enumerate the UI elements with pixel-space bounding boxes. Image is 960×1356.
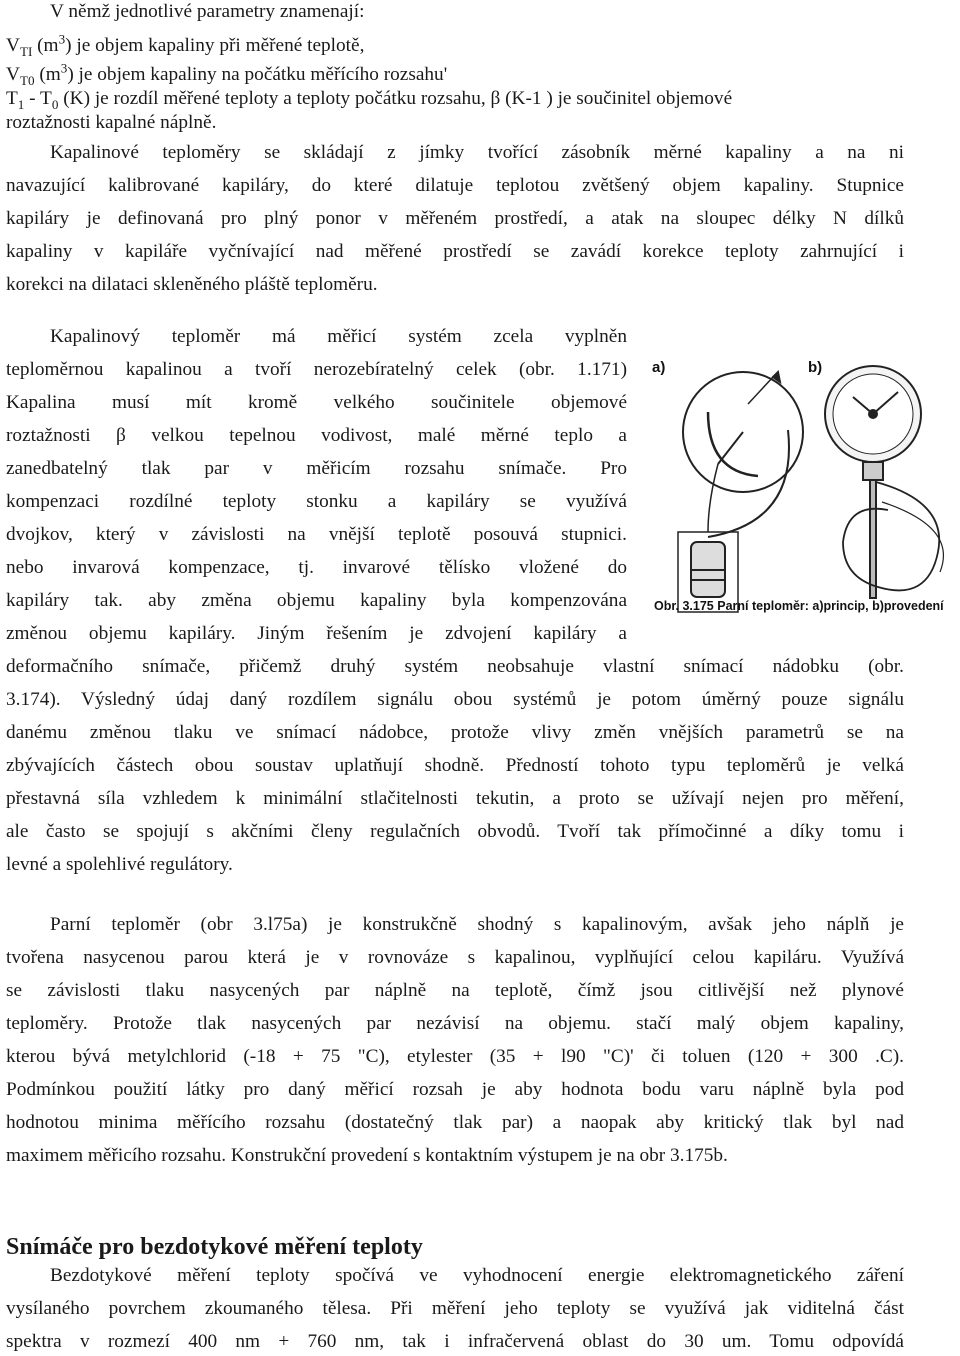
para3-line: Parní teploměr (obr 3.l75a) je konstrukčně shodný s kapalinovým, avšak jeho náplň je — [50, 914, 904, 935]
figure-label-b: b) — [808, 359, 823, 376]
para1-line: kapaliny v kapiláře vyčnívající nad měřené prostředí se zavádí korekce teploty zahrnující i — [6, 241, 904, 262]
thermometer-drawing — [648, 352, 960, 620]
param-v-t0: $V_{T0}$ $(m^3)$ je objem kapaliny na počátku měřícího rozsahu' — [6, 60, 448, 88]
para2-line: deformačního snímače, přičemž druhý systém neobsahuje vlastní snímací nádobku (obr. — [6, 656, 904, 677]
figure-thermometer — [648, 352, 960, 620]
principle-sketch — [678, 372, 803, 612]
para2-line: Kapalina musí mít kromě velkého součinitele objemové — [6, 392, 627, 413]
para2-line: zbývajících částech obou soustav uplatňují shodně. Předností tohoto typu teploměrů je velká — [6, 755, 904, 776]
para2-line: kompenzaci rozdílné teploty stonku a kapiláry se využívá — [6, 491, 627, 512]
para2-line: roztažnosti β velkou tepelnou vodivost, malé měrné teplo a — [6, 425, 627, 446]
para2-line: Kapalinový teploměr má měřicí systém zcela vyplněn — [50, 326, 627, 347]
para4-line: spektra v rozmezí 400 nm + 760 nm, tak i infračervená oblast do 30 um. Tomu odpovídá — [6, 1331, 904, 1352]
para2-line: danému změnou tlaku ve snímací nádobce, protože vlivy změn vnějších parametrů se na — [6, 722, 904, 743]
para1-line: kapiláry je definovaná pro plný ponor v měřeném prostředí, a atak na sloupec délky N dílků — [6, 208, 904, 229]
para2-line: změnou objemu kapiláry. Jiným řešením je zdvojení kapiláry a — [6, 623, 627, 644]
para2-line: teploměrnou kapalinou a tvoří nerozebíratelný celek (obr. 1.171) — [6, 359, 627, 380]
para3-line: hodnotou minima měřícího rozsahu (dostatečný tlak par) a naopak aby kritický tlak byl nad — [6, 1112, 904, 1133]
param-v-ti: $V_{TI}$ $(m^3)$ je objem kapaliny při měřené teplotě, — [6, 31, 365, 59]
para2-line: kapiláry tak. aby změna objemu kapaliny byla kompenzována — [6, 590, 627, 611]
para3-line: teploměry. Protože tlak nasycených par nezávisí na objemu. stačí malý objem kapaliny, — [6, 1013, 904, 1034]
para2-line: levné a spolehlivé regulátory. — [6, 854, 233, 875]
para2-line: zanedbatelný tlak par v měřicím rozsahu snímače. Pro — [6, 458, 627, 479]
para3-line: se závislosti tlaku nasycených par náplně na teplotě, čímž jsou citlivější než plynové — [6, 980, 904, 1001]
section-heading: Snímáče pro bezdotykové měření teploty — [6, 1234, 423, 1260]
figure-label-a: a) — [652, 359, 666, 376]
param-t-diff: $T_1 - T_0$ (K) je rozdíl měřené teploty a teploty počátku rozsahu, β (K-1 ) je součinitel objemové — [6, 88, 733, 112]
para1-line: korekci na dilataci skleněného pláště teploměru. — [6, 274, 378, 295]
para1-line: Kapalinové teploměry se skládají z jímky tvořící zásobník měrné kapaliny a na ni — [50, 142, 904, 163]
intro-title: V němž jednotlivé parametry znamenají: — [50, 1, 365, 22]
para3-line: kterou bývá metylchlorid (-18 + 75 "C), etylester (35 + l90 "C)' či toluen (120 + 300 .C). — [6, 1046, 904, 1067]
realization-sketch — [825, 366, 943, 598]
para1-line: navazující kalibrované kapiláry, do které dilatuje teplotou zvětšený objem kapaliny. Stupnice — [6, 175, 904, 196]
para2-line: přestavná síla vzhledem k minimální stlačitelnosti tekutin, a proto se užívají nejen pro měření, — [6, 788, 904, 809]
figure-caption: Obr. 3.175 Parní teploměr: a)princip, b)provedení — [654, 599, 944, 613]
param-t-diff-cont: roztažnosti kapalné náplně. — [6, 112, 217, 133]
para2-line: ale často se spojují s akčními členy regulačních obvodů. Tvoří tak přímočinné a díky tomu i — [6, 821, 904, 842]
para3-line: tvořena nasycenou parou která je v rovnováze s kapalinou, vyplňující celou kapiláru. Využívá — [6, 947, 904, 968]
para2-line: dvojkov, který v závislosti na vnější teplotě posouvá stupnici. — [6, 524, 627, 545]
para4-line: Bezdotykové měření teploty spočívá ve vyhodnocení energie elektromagnetického záření — [50, 1265, 904, 1286]
para3-line: maximem měřicího rozsahu. Konstrukční provedení s kontaktním výstupem je na obr 3.175b. — [6, 1145, 728, 1166]
para4-line: vysílaného povrchem zkoumaného tělesa. Při měření jeho teploty se využívá jak viditelná část — [6, 1298, 904, 1319]
para2-line: nebo invarová kompenzace, tj. invarové tělísko vložené do — [6, 557, 627, 578]
para3-line: Podmínkou použití látky pro daný měřicí rozsah je aby hodnota bodu varu náplně byla pod — [6, 1079, 904, 1100]
para2-line: 3.174). Výsledný údaj daný rozdílem signálu obou systémů je potom úměrný pouze signálu — [6, 689, 904, 710]
